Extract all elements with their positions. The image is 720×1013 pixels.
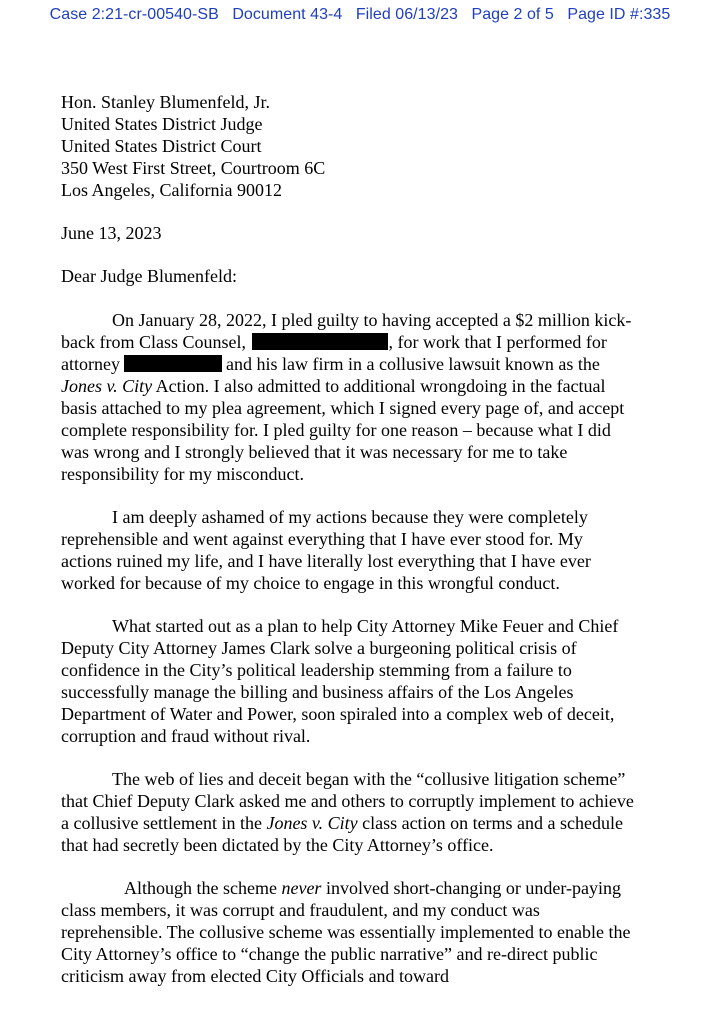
- text-line: [61, 812, 623, 834]
- text-span: Action. I also admitted to additional wrongdoing in the factual: [152, 376, 606, 396]
- case-number: Case 2:21-cr-00540-SB: [49, 6, 219, 23]
- redaction-bar: [252, 333, 388, 350]
- text-span: back from Class Counsel,: [61, 332, 246, 352]
- text-line: City Attorney’s office to “change the public narrative” and re-direct public: [61, 944, 598, 964]
- text-line: corruption and fraud without rival.: [61, 726, 311, 746]
- emphasis-italic: never: [281, 878, 322, 898]
- text-line: [61, 331, 607, 353]
- document-number: Document 43-4: [232, 6, 343, 23]
- text-line: responsibility for my misconduct.: [61, 464, 304, 484]
- text-span: attorney: [61, 354, 120, 374]
- text-line: class members, it was corrupt and fraudulent, and my conduct was: [61, 900, 540, 920]
- text-line: basis attached to my plea agreement, which I signed every page of, and accept: [61, 398, 625, 418]
- text-line: [61, 353, 600, 375]
- text-line: that Chief Deputy Clark asked me and others to corruptly implement to achieve: [61, 791, 634, 811]
- address-line: Los Angeles, California 90012: [61, 180, 282, 200]
- text-line: [61, 375, 606, 397]
- text-line: that had secretly been dictated by the City Attorney’s office.: [61, 835, 494, 855]
- page-id: Page ID #:335: [567, 6, 671, 23]
- text-line: actions ruined my life, and I have literally lost everything that I have ever: [61, 551, 591, 571]
- text-line: What started out as a plan to help City Attorney Mike Feuer and Chief: [112, 616, 619, 636]
- text-line: was wrong and I strongly believed that it was necessary for me to take: [61, 442, 568, 462]
- case-name-italic: Jones v. City: [61, 376, 153, 396]
- address-line: 350 West First Street, Courtroom 6C: [61, 158, 326, 178]
- salutation: Dear Judge Blumenfeld:: [61, 266, 237, 286]
- text-line: [124, 877, 621, 899]
- case-header: [0, 6, 720, 24]
- text-line: On January 28, 2022, I pled guilty to having accepted a $2 million kick-: [112, 310, 632, 330]
- text-line: criticism away from elected City Officials and toward: [61, 966, 450, 986]
- letter-date: June 13, 2023: [61, 223, 162, 243]
- text-span: involved short-changing or under-paying: [321, 878, 622, 898]
- text-line: reprehensible and went against everything that I have ever stood for. My: [61, 529, 583, 549]
- text-line: Department of Water and Power, soon spiraled into a complex web of deceit,: [61, 704, 615, 724]
- address-line: United States District Judge: [61, 114, 263, 134]
- text-span: and his law firm in a collusive lawsuit known as the: [225, 354, 600, 374]
- redaction-bar: [124, 355, 222, 372]
- text-line: reprehensible. The collusive scheme was essentially implemented to enable the: [61, 922, 631, 942]
- filed-date: Filed 06/13/23: [355, 6, 458, 23]
- text-line: complete responsibility for. I pled guilty for one reason – because what I did: [61, 420, 611, 440]
- page-number: Page 2 of 5: [471, 6, 554, 23]
- text-line: The web of lies and deceit began with the “collusive litigation scheme”: [112, 769, 626, 789]
- address-line: Hon. Stanley Blumenfeld, Jr.: [61, 92, 270, 112]
- text-line: Deputy City Attorney James Clark solve a burgeoning political crisis of: [61, 638, 577, 658]
- address-line: United States District Court: [61, 136, 262, 156]
- text-line: worked for because of my choice to engage in this wrongful conduct.: [61, 573, 560, 593]
- text-span: , for work that I performed for: [388, 332, 607, 352]
- text-line: successfully manage the billing and business affairs of the Los Angeles: [61, 682, 574, 702]
- text-span: class action on terms and a schedule: [357, 813, 624, 833]
- text-span: Although the scheme: [124, 878, 282, 898]
- text-line: confidence in the City’s political leadership stemming from a failure to: [61, 660, 572, 680]
- case-name-italic: Jones v. City: [266, 813, 358, 833]
- text-line: I am deeply ashamed of my actions because they were completely: [112, 507, 588, 527]
- text-span: a collusive settlement in the: [61, 813, 267, 833]
